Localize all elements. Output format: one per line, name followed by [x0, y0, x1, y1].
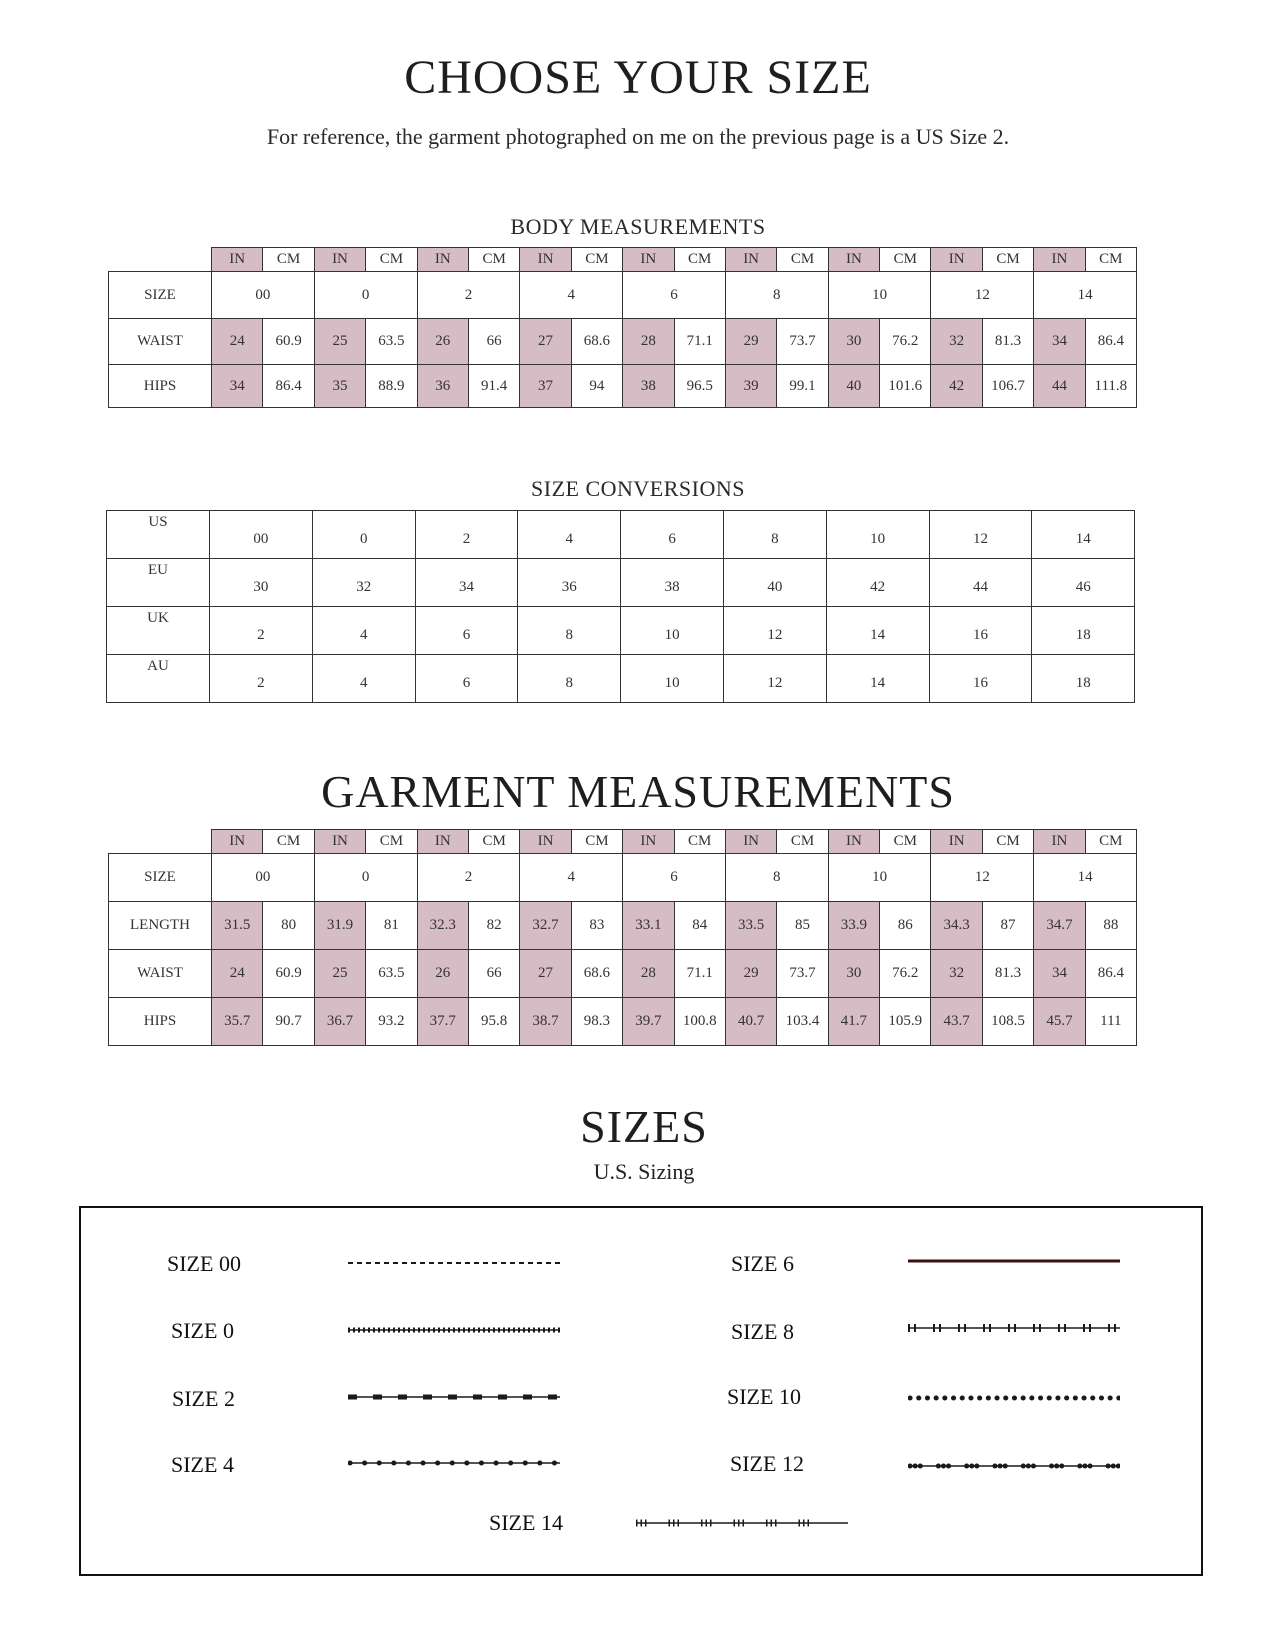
- conversion-row: [107, 559, 1135, 607]
- conversion-cell: 00: [210, 511, 313, 559]
- unit-header-cm: CM: [674, 248, 725, 272]
- value-cell: 33.1: [623, 902, 674, 950]
- value-cell: 34: [212, 365, 263, 408]
- value-cell: 45.7: [1034, 998, 1085, 1046]
- value-cell: 35.7: [212, 998, 263, 1046]
- conversion-label: EU: [107, 559, 210, 607]
- page-title: CHOOSE YOUR SIZE: [404, 51, 872, 104]
- value-cell: 26: [417, 950, 468, 998]
- conversion-cell: 6: [621, 511, 724, 559]
- size-cell: 00: [212, 854, 315, 902]
- unit-header-in: IN: [725, 830, 776, 854]
- value-cell: 40: [828, 365, 879, 408]
- table-row: [109, 319, 1137, 365]
- value-cell: 111: [1085, 998, 1136, 1046]
- unit-header-cm: CM: [880, 248, 931, 272]
- value-cell: 24: [212, 950, 263, 998]
- conversion-cell: 4: [518, 511, 621, 559]
- legend-line-size-2: [348, 1391, 560, 1403]
- legend-label-size-10: SIZE 10: [727, 1384, 801, 1409]
- conversion-label: UK: [107, 607, 210, 655]
- value-cell: 32.7: [520, 902, 571, 950]
- value-cell: 63.5: [366, 319, 417, 365]
- value-cell: 36.7: [314, 998, 365, 1046]
- unit-header-in: IN: [314, 830, 365, 854]
- unit-header-cm: CM: [674, 830, 725, 854]
- value-cell: 30: [828, 319, 879, 365]
- conversion-row: [107, 655, 1135, 703]
- size-cell: 14: [1034, 272, 1137, 319]
- value-cell: 90.7: [263, 998, 314, 1046]
- garment-measurements-title: GARMENT MEASUREMENTS: [321, 766, 955, 817]
- size-row: [109, 272, 1137, 319]
- unit-header-cm: CM: [366, 248, 417, 272]
- conversion-cell: 44: [929, 559, 1032, 607]
- value-cell: 66: [468, 319, 519, 365]
- corner-cell: [109, 248, 212, 272]
- value-cell: 80: [263, 902, 314, 950]
- value-cell: 94: [571, 365, 622, 408]
- conversion-label: US: [107, 511, 210, 559]
- table-row: [109, 950, 1137, 998]
- unit-header-in: IN: [1034, 248, 1085, 272]
- value-cell: 30: [828, 950, 879, 998]
- value-cell: 28: [623, 950, 674, 998]
- unit-header-in: IN: [828, 830, 879, 854]
- legend-line-size-6: [908, 1255, 1120, 1267]
- row-label-size: SIZE: [109, 854, 212, 902]
- unit-header-cm: CM: [571, 248, 622, 272]
- value-cell: 101.6: [880, 365, 931, 408]
- value-cell: 81.3: [982, 319, 1033, 365]
- conversion-row: [107, 607, 1135, 655]
- unit-header-in: IN: [1034, 830, 1085, 854]
- legend-line-size-0: [348, 1324, 560, 1336]
- page-subtitle: For reference, the garment photographed on me on the previous page is a US Size 2.: [266, 124, 1010, 149]
- value-cell: 63.5: [366, 950, 417, 998]
- value-cell: 76.2: [880, 950, 931, 998]
- legend-label-size-00: SIZE 00: [167, 1251, 241, 1276]
- unit-header-cm: CM: [571, 830, 622, 854]
- unit-header-in: IN: [212, 248, 263, 272]
- value-cell: 25: [314, 319, 365, 365]
- unit-header-cm: CM: [982, 248, 1033, 272]
- value-cell: 88.9: [366, 365, 417, 408]
- unit-header-in: IN: [212, 830, 263, 854]
- size-cell: 10: [828, 272, 931, 319]
- unit-header-in: IN: [520, 248, 571, 272]
- legend-label-size-4: SIZE 4: [171, 1452, 234, 1477]
- value-cell: 103.4: [777, 998, 828, 1046]
- value-cell: 87: [982, 902, 1033, 950]
- size-cell: 12: [931, 272, 1034, 319]
- conversion-cell: 14: [826, 607, 929, 655]
- row-label: HIPS: [109, 365, 212, 408]
- legend-line-size-4: [348, 1457, 560, 1469]
- conversion-cell: 12: [929, 511, 1032, 559]
- unit-header-row: [109, 248, 1137, 272]
- size-cell: 0: [314, 854, 417, 902]
- legend-label-size-8: SIZE 8: [731, 1319, 794, 1344]
- size-cell: 4: [520, 854, 623, 902]
- value-cell: 39.7: [623, 998, 674, 1046]
- value-cell: 82: [468, 902, 519, 950]
- value-cell: 71.1: [674, 950, 725, 998]
- value-cell: 36: [417, 365, 468, 408]
- conversion-cell: 12: [723, 655, 826, 703]
- value-cell: 93.2: [366, 998, 417, 1046]
- unit-header-in: IN: [417, 830, 468, 854]
- body-measurements-table: [108, 247, 1137, 408]
- corner-cell: [109, 830, 212, 854]
- value-cell: 68.6: [571, 950, 622, 998]
- value-cell: 111.8: [1085, 365, 1136, 408]
- unit-header-in: IN: [623, 248, 674, 272]
- unit-header-row: [109, 830, 1137, 854]
- size-conversions-title: SIZE CONVERSIONS: [531, 476, 745, 501]
- unit-header-cm: CM: [1085, 248, 1136, 272]
- value-cell: 84: [674, 902, 725, 950]
- value-cell: 33.5: [725, 902, 776, 950]
- unit-header-in: IN: [931, 830, 982, 854]
- size-conversions-table: [106, 510, 1135, 703]
- conversion-cell: 42: [826, 559, 929, 607]
- size-legend-box: [79, 1206, 1203, 1576]
- value-cell: 88: [1085, 902, 1136, 950]
- value-cell: 91.4: [468, 365, 519, 408]
- unit-header-in: IN: [725, 248, 776, 272]
- value-cell: 83: [571, 902, 622, 950]
- value-cell: 25: [314, 950, 365, 998]
- size-cell: 6: [623, 854, 726, 902]
- value-cell: 99.1: [777, 365, 828, 408]
- row-label: HIPS: [109, 998, 212, 1046]
- value-cell: 31.5: [212, 902, 263, 950]
- conversion-cell: 46: [1032, 559, 1135, 607]
- conversion-cell: 36: [518, 559, 621, 607]
- value-cell: 35: [314, 365, 365, 408]
- table-row: [109, 902, 1137, 950]
- unit-header-in: IN: [417, 248, 468, 272]
- value-cell: 73.7: [777, 319, 828, 365]
- conversion-cell: 4: [312, 607, 415, 655]
- size-cell: 14: [1034, 854, 1137, 902]
- size-cell: 2: [417, 854, 520, 902]
- value-cell: 68.6: [571, 319, 622, 365]
- legend-label-size-12: SIZE 12: [730, 1451, 804, 1476]
- conversion-cell: 14: [1032, 511, 1135, 559]
- conversion-cell: 10: [621, 607, 724, 655]
- legend-label-size-6: SIZE 6: [731, 1251, 794, 1276]
- value-cell: 34.3: [931, 902, 982, 950]
- value-cell: 38.7: [520, 998, 571, 1046]
- conversion-cell: 18: [1032, 607, 1135, 655]
- value-cell: 31.9: [314, 902, 365, 950]
- value-cell: 24: [212, 319, 263, 365]
- row-label: LENGTH: [109, 902, 212, 950]
- legend-line-size-00: [348, 1257, 560, 1269]
- unit-header-cm: CM: [1085, 830, 1136, 854]
- unit-header-cm: CM: [263, 248, 314, 272]
- value-cell: 66: [468, 950, 519, 998]
- legend-line-size-10: [908, 1392, 1120, 1404]
- conversion-cell: 6: [415, 655, 518, 703]
- value-cell: 43.7: [931, 998, 982, 1046]
- value-cell: 32: [931, 319, 982, 365]
- value-cell: 26: [417, 319, 468, 365]
- conversion-cell: 38: [621, 559, 724, 607]
- conversion-cell: 30: [210, 559, 313, 607]
- value-cell: 40.7: [725, 998, 776, 1046]
- unit-header-cm: CM: [982, 830, 1033, 854]
- value-cell: 27: [520, 319, 571, 365]
- conversion-cell: 16: [929, 607, 1032, 655]
- value-cell: 98.3: [571, 998, 622, 1046]
- sizes-title: SIZES: [580, 1101, 708, 1152]
- size-cell: 4: [520, 272, 623, 319]
- value-cell: 96.5: [674, 365, 725, 408]
- value-cell: 106.7: [982, 365, 1033, 408]
- conversion-cell: 16: [929, 655, 1032, 703]
- value-cell: 105.9: [880, 998, 931, 1046]
- conversion-cell: 14: [826, 655, 929, 703]
- value-cell: 34.7: [1034, 902, 1085, 950]
- row-label: WAIST: [109, 319, 212, 365]
- value-cell: 28: [623, 319, 674, 365]
- value-cell: 32: [931, 950, 982, 998]
- size-cell: 2: [417, 272, 520, 319]
- unit-header-cm: CM: [777, 830, 828, 854]
- conversion-cell: 4: [312, 655, 415, 703]
- conversion-cell: 6: [415, 607, 518, 655]
- unit-header-in: IN: [314, 248, 365, 272]
- conversion-row: [107, 511, 1135, 559]
- legend-label-size-2: SIZE 2: [172, 1386, 235, 1411]
- conversion-cell: 10: [621, 655, 724, 703]
- value-cell: 100.8: [674, 998, 725, 1046]
- unit-header-in: IN: [623, 830, 674, 854]
- value-cell: 71.1: [674, 319, 725, 365]
- value-cell: 95.8: [468, 998, 519, 1046]
- value-cell: 38: [623, 365, 674, 408]
- value-cell: 85: [777, 902, 828, 950]
- unit-header-cm: CM: [777, 248, 828, 272]
- value-cell: 32.3: [417, 902, 468, 950]
- size-cell: 12: [931, 854, 1034, 902]
- legend-label-size-0: SIZE 0: [171, 1318, 234, 1343]
- legend-line-size-12: [908, 1460, 1120, 1472]
- value-cell: 60.9: [263, 319, 314, 365]
- conversion-cell: 10: [826, 511, 929, 559]
- value-cell: 29: [725, 319, 776, 365]
- value-cell: 44: [1034, 365, 1085, 408]
- conversion-cell: 32: [312, 559, 415, 607]
- table-row: [109, 365, 1137, 408]
- value-cell: 73.7: [777, 950, 828, 998]
- conversion-cell: 2: [415, 511, 518, 559]
- value-cell: 37.7: [417, 998, 468, 1046]
- unit-header-cm: CM: [468, 830, 519, 854]
- value-cell: 86.4: [1085, 319, 1136, 365]
- value-cell: 81.3: [982, 950, 1033, 998]
- size-cell: 0: [314, 272, 417, 319]
- value-cell: 86: [880, 902, 931, 950]
- conversion-cell: 8: [518, 607, 621, 655]
- conversion-cell: 0: [312, 511, 415, 559]
- value-cell: 33.9: [828, 902, 879, 950]
- size-row: [109, 854, 1137, 902]
- size-cell: 6: [623, 272, 726, 319]
- value-cell: 81: [366, 902, 417, 950]
- value-cell: 42: [931, 365, 982, 408]
- unit-header-in: IN: [520, 830, 571, 854]
- value-cell: 76.2: [880, 319, 931, 365]
- size-cell: 8: [725, 854, 828, 902]
- conversion-cell: 2: [210, 655, 313, 703]
- legend-line-size-14: [636, 1517, 848, 1529]
- size-cell: 00: [212, 272, 315, 319]
- garment-measurements-table: [108, 829, 1137, 1046]
- conversion-cell: 8: [518, 655, 621, 703]
- conversion-cell: 40: [723, 559, 826, 607]
- conversion-cell: 2: [210, 607, 313, 655]
- legend-label-size-14: SIZE 14: [489, 1510, 563, 1535]
- row-label: WAIST: [109, 950, 212, 998]
- body-measurements-title: BODY MEASUREMENTS: [510, 214, 766, 239]
- value-cell: 29: [725, 950, 776, 998]
- legend-line-size-8: [908, 1322, 1120, 1334]
- unit-header-cm: CM: [263, 830, 314, 854]
- sizes-subtitle: U.S. Sizing: [593, 1159, 695, 1184]
- value-cell: 86.4: [1085, 950, 1136, 998]
- size-cell: 8: [725, 272, 828, 319]
- size-cell: 10: [828, 854, 931, 902]
- value-cell: 60.9: [263, 950, 314, 998]
- conversion-cell: 8: [723, 511, 826, 559]
- value-cell: 37: [520, 365, 571, 408]
- conversion-cell: 18: [1032, 655, 1135, 703]
- conversion-cell: 12: [723, 607, 826, 655]
- row-label-size: SIZE: [109, 272, 212, 319]
- value-cell: 86.4: [263, 365, 314, 408]
- conversion-label: AU: [107, 655, 210, 703]
- unit-header-cm: CM: [366, 830, 417, 854]
- conversion-cell: 34: [415, 559, 518, 607]
- table-row: [109, 998, 1137, 1046]
- value-cell: 34: [1034, 319, 1085, 365]
- unit-header-cm: CM: [468, 248, 519, 272]
- value-cell: 39: [725, 365, 776, 408]
- unit-header-in: IN: [828, 248, 879, 272]
- value-cell: 27: [520, 950, 571, 998]
- value-cell: 41.7: [828, 998, 879, 1046]
- unit-header-in: IN: [931, 248, 982, 272]
- unit-header-cm: CM: [880, 830, 931, 854]
- value-cell: 34: [1034, 950, 1085, 998]
- value-cell: 108.5: [982, 998, 1033, 1046]
